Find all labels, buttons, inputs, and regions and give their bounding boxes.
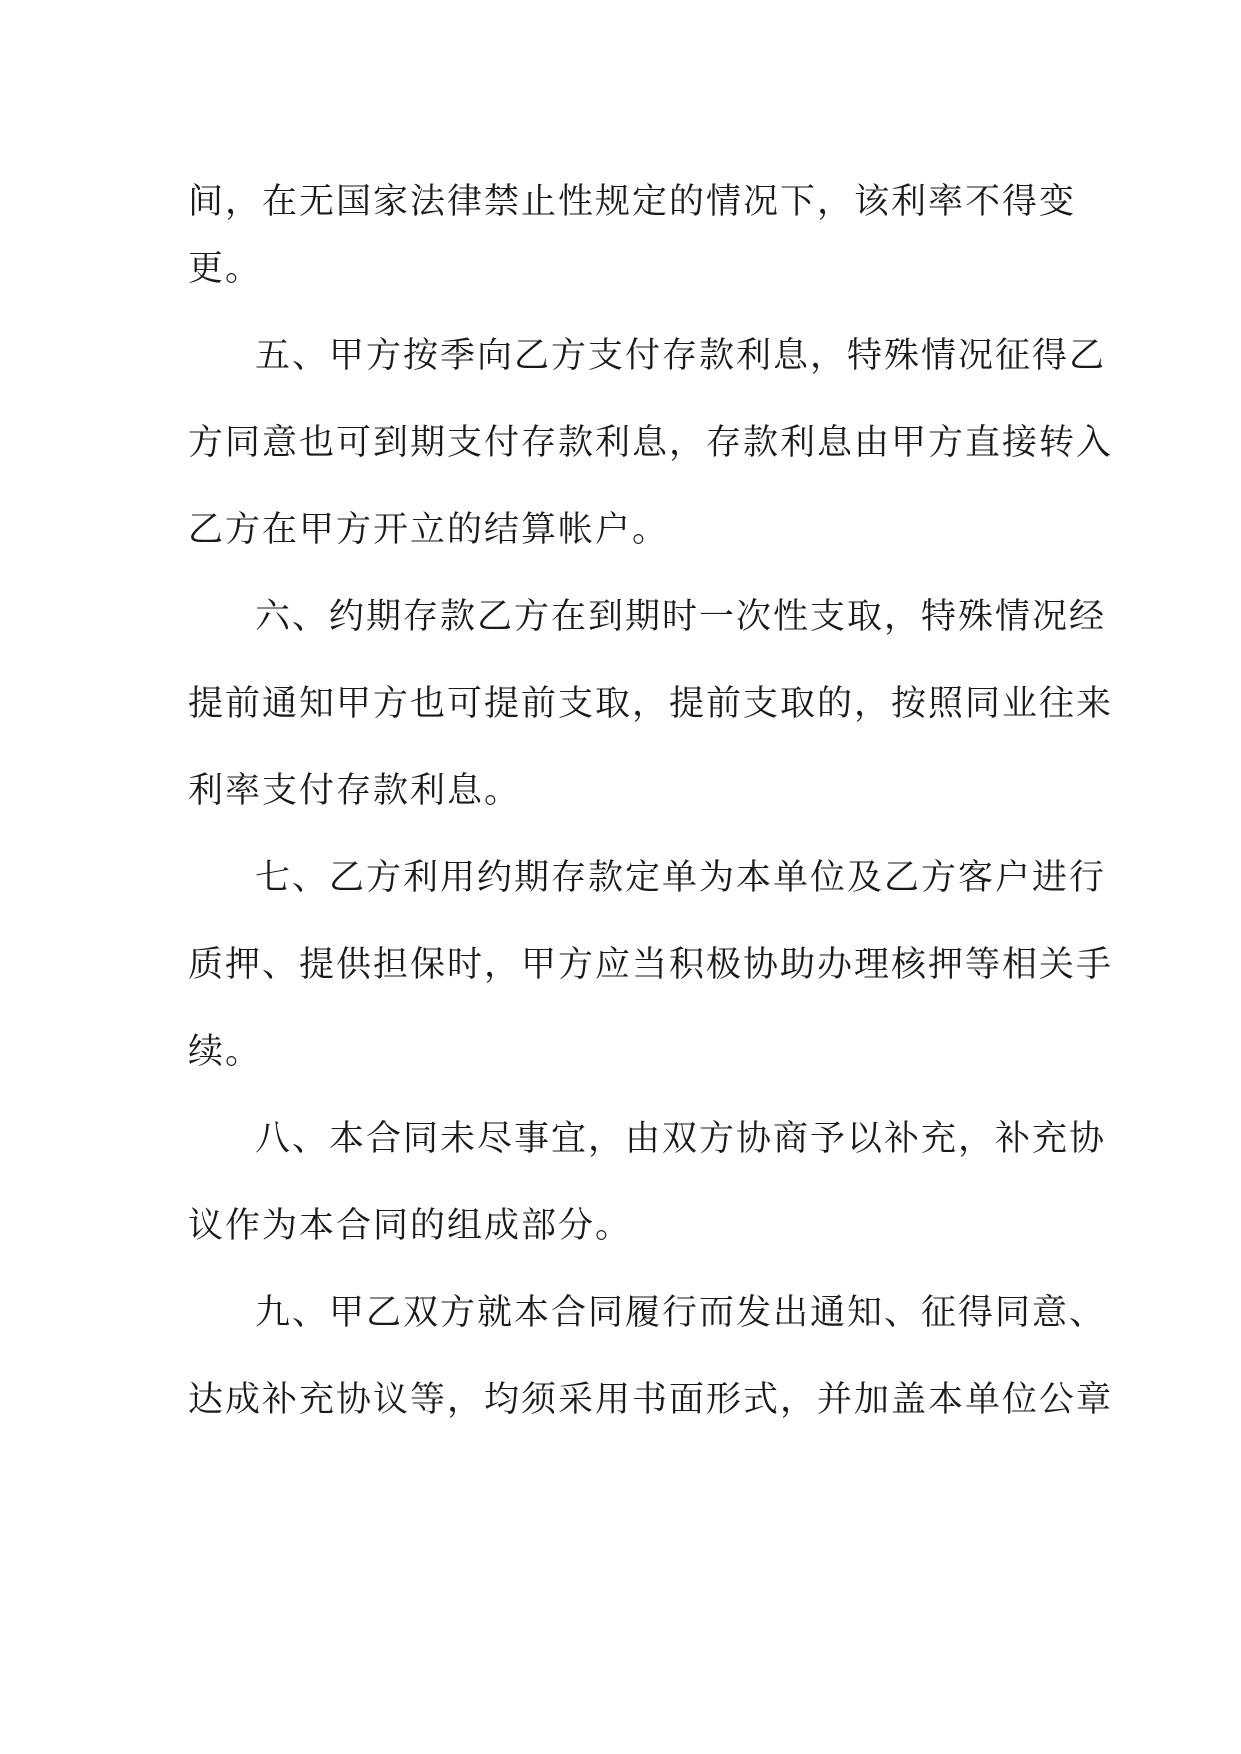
- clause-8-line: 八、本合同未尽事宜，由双方协商予以补充，补充协: [255, 1119, 1107, 1159]
- clause-7-line: 七、乙方利用约期存款定单为本单位及乙方客户进行: [255, 858, 1107, 898]
- text-line: 续。: [188, 1032, 263, 1072]
- clause-9-line: 九、甲乙双方就本合同履行而发出通知、征得同意、: [255, 1293, 1107, 1333]
- text-line: 议作为本合同的组成部分。: [188, 1206, 633, 1246]
- text-line: 提前通知甲方也可提前支取，提前支取的，按照同业往来: [188, 684, 1114, 724]
- text-line: 间，在无国家法律禁止性规定的情况下，该利率不得变: [188, 182, 1077, 222]
- clause-6-line: 六、约期存款乙方在到期时一次性支取，特殊情况经: [255, 597, 1107, 637]
- text-line: 质押、提供担保时，甲方应当积极协助办理核押等相关手: [188, 945, 1114, 985]
- text-line: 方同意也可到期支付存款利息，存款利息由甲方直接转入: [188, 423, 1114, 463]
- clause-5-line: 五、甲方按季向乙方支付存款利息，特殊情况征得乙: [255, 336, 1107, 376]
- text-line: 利率支付存款利息。: [188, 771, 522, 811]
- text-line: 更。: [188, 249, 263, 289]
- text-line: 达成补充协议等，均须采用书面形式，并加盖本单位公章: [188, 1380, 1114, 1420]
- text-line: 乙方在甲方开立的结算帐户。: [188, 510, 670, 550]
